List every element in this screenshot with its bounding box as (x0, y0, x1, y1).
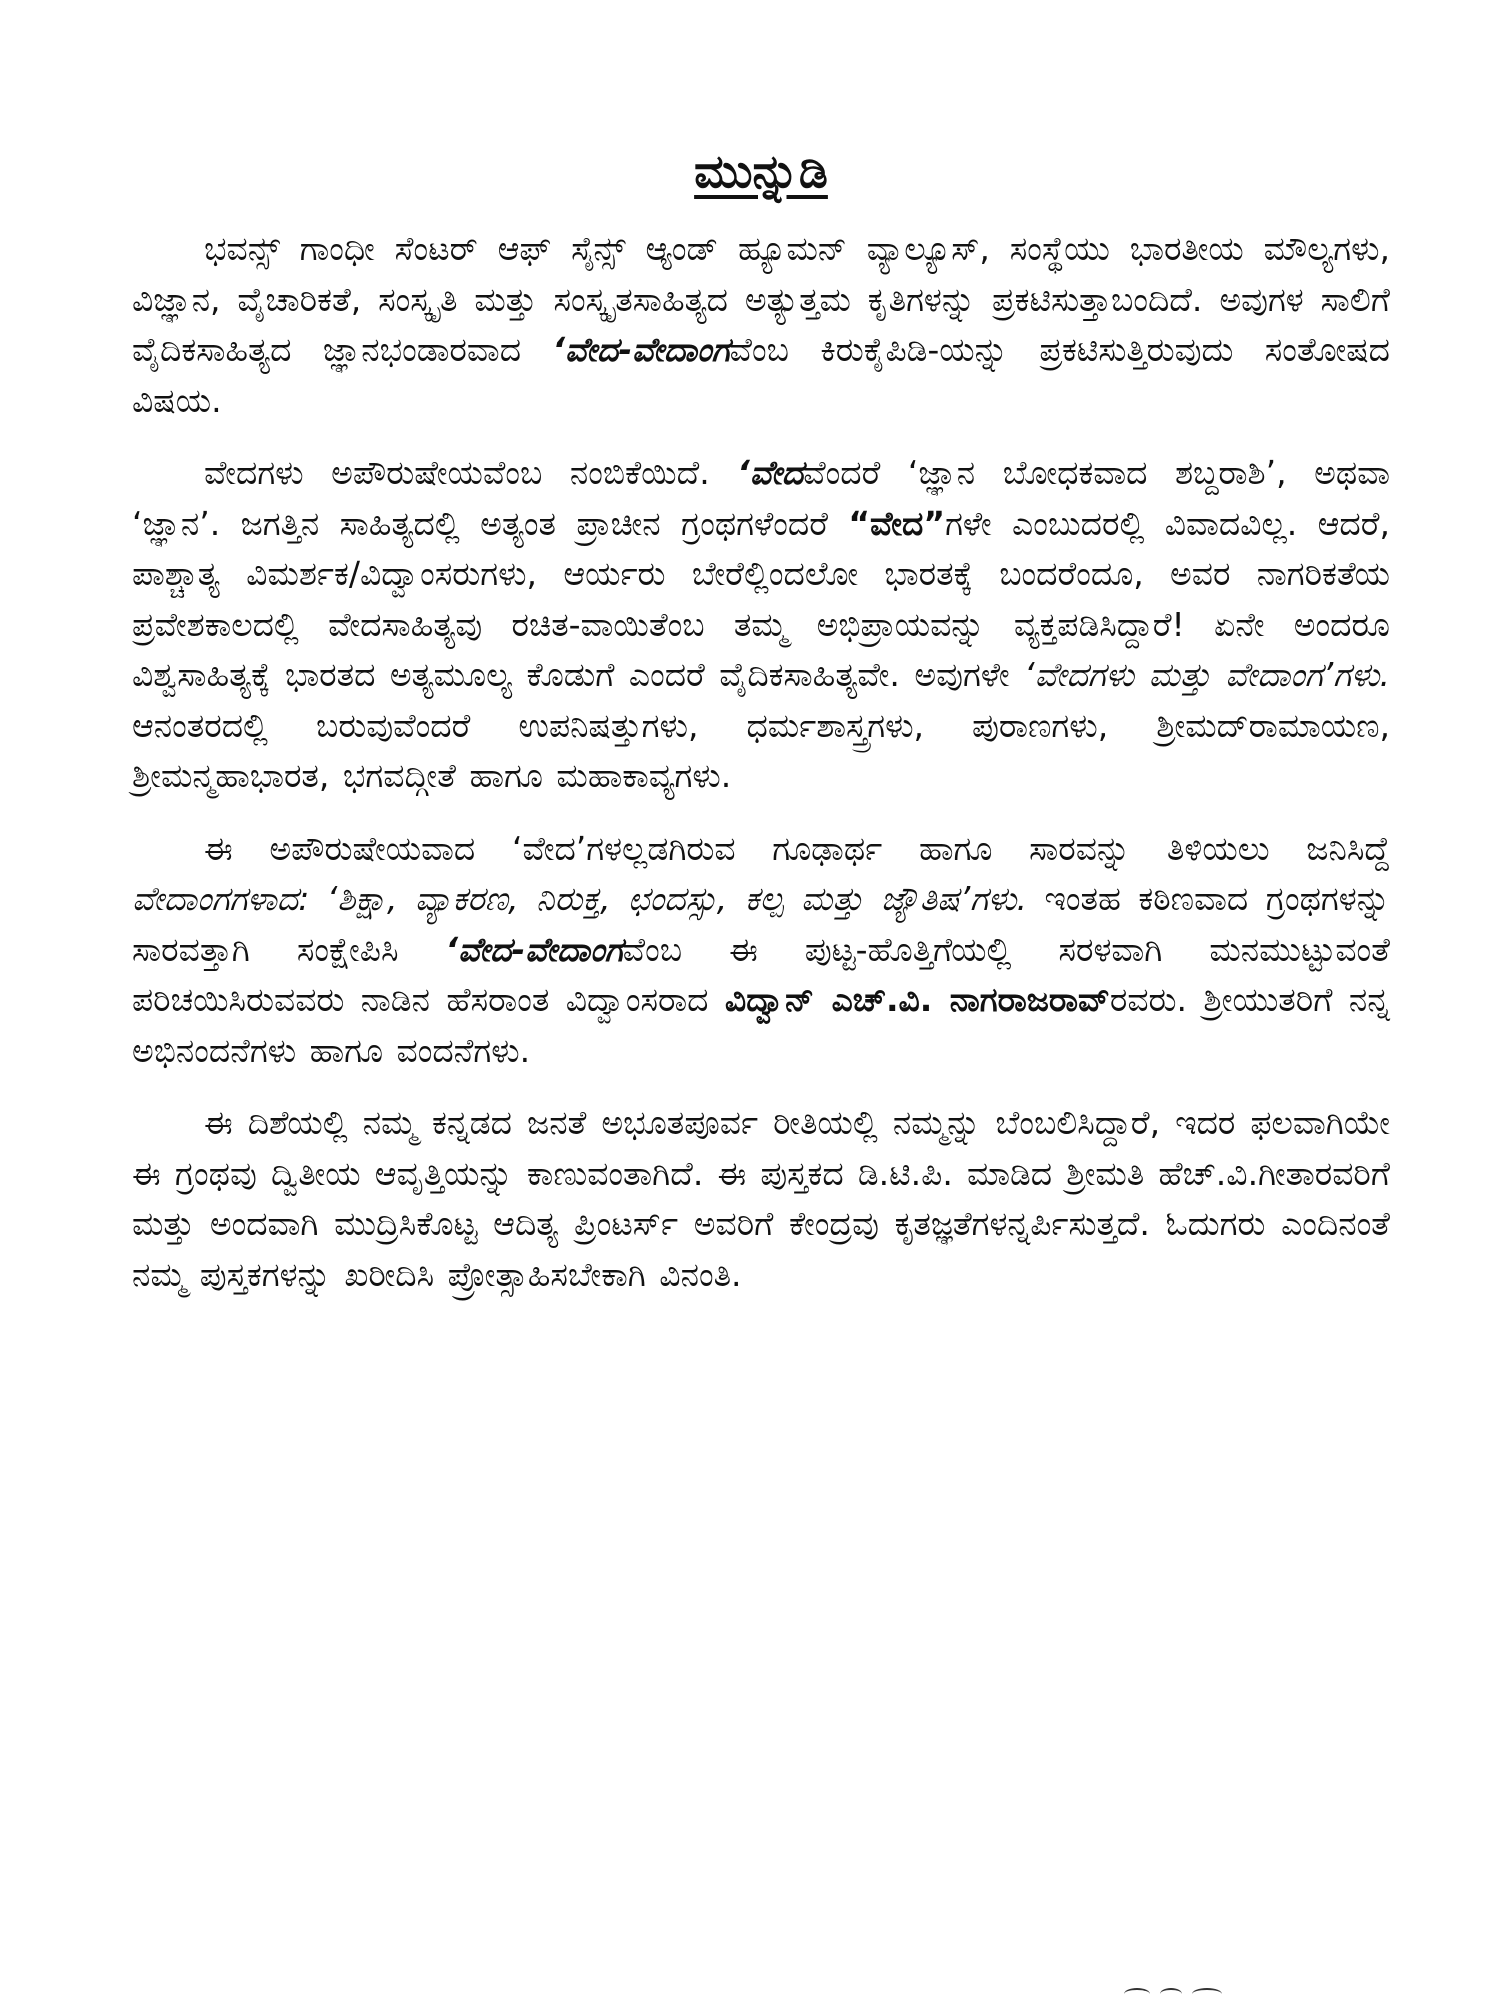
paragraph-3-bold-author: ವಿದ್ವಾನ್ ಎಚ್.ವಿ. ನಾಗರಾಜರಾವ್ (724, 980, 1110, 1019)
paragraph-1-text: ಭವನ್ಸ್ ಗಾಂಧೀ ಸೆಂಟರ್ ಆಫ್ ಸೈನ್ಸ್ ಆ್ಯಂಡ್ ಹ್ಯೂಮನ್ ವ್ಯಾಲ್ಯೂಸ್, ಸಂಸ್ಥೆಯು ಭಾರತೀಯ ಮೌಲ್ಯಗಳು, ವಿಜ್ಞಾನ, ವೈಚಾರಿಕತೆ, ಸಂಸ್ಕೃತಿ ಮತ್ತು ಸಂಸ್ಕೃತಸಾಹಿತ್ಯದ ಅತ್ಯುತ್ತಮ ಕೃತಿಗಳನ್ನು ಪ್ರಕಟಿಸುತ್ತಾಬಂದಿದೆ. ಅವುಗಳ ಸಾಲಿಗೆ ವೈದಿಕಸಾಹಿತ್ಯದ ಜ್ಞಾನಭಂಡಾರವಾದ (132, 229, 1390, 369)
page-title: ಮುನ್ನುಡಿ (694, 144, 828, 198)
paragraph-2-emphasis-veda: ‘ವೇದ (737, 453, 804, 492)
paragraph-4-text: ಈ ದಿಶೆಯಲ್ಲಿ ನಮ್ಮ ಕನ್ನಡದ ಜನತೆ ಅಭೂತಪೂರ್ವ ರೀತಿಯಲ್ಲಿ ನಮ್ಮನ್ನು ಬೆಂಬಲಿಸಿದ್ದಾರೆ, ಇದರ ಫಲವಾಗಿಯೇ ಈ ಗ್ರಂಥವು ದ್ವಿತೀಯ ಆವೃತ್ತಿಯನ್ನು ಕಾಣುವಂತಾಗಿದೆ. ಈ ಪುಸ್ತಕದ ಡಿ.ಟಿ.ಪಿ. ಮಾಡಿದ ಶ್ರೀಮತಿ ಹೆಚ್.ವಿ.ಗೀತಾರವರಿಗೆ ಮತ್ತು ಅಂದವಾಗಿ ಮುದ್ರಿಸಿಕೊಟ್ಟ ಆದಿತ್ಯ ಪ್ರಿಂಟರ್ಸ್ ಅವರಿಗೆ ಕೇಂದ್ರವು ಕೃತಜ್ಞತೆಗಳನ್ನರ್ಪಿಸುತ್ತದೆ. ಓದುಗರು ಎಂದಿನಂತೆ ನಮ್ಮ ಪುಸ್ತಕಗಳನ್ನು ಖರೀದಿಸಿ ಪ್ರೋತ್ಸಾಹಿಸಬೇಕಾಗಿ ವಿನಂತಿ. (132, 1103, 1390, 1294)
paragraph-2-text-mid: ವೆಂದರೆ ‘ಜ್ಞಾನ ಬೋಧಕವಾದ ಶಬ್ದರಾಶಿ’, ಅಥವಾ ‘ಜ್ಞಾನ’. ಜಗತ್ತಿನ ಸಾಹಿತ್ಯದಲ್ಲಿ ಅತ್ಯಂತ ಪ್ರಾಚೀನ ಗ್ರಂಥಗಳೆಂದರೆ (132, 453, 1390, 543)
paragraph-3 (132, 824, 1390, 1077)
signature-stroke (1192, 1988, 1222, 2000)
paragraph-2-italic-vedas: ‘ವೇದಗಳು ಮತ್ತು ವೇದಾಂಗ’ಗಳು. (1024, 655, 1390, 694)
signature-stroke (1160, 1988, 1182, 2000)
paragraph-3-text-mid2: ವೆಂಬ ಈ ಪುಟ್ಟ-ಹೊತ್ತಿಗೆಯಲ್ಲಿ ಸರಳವಾಗಿ ಮನಮುಟ್ಟುವಂತೆ ಪರಿಚಯಿಸಿರುವವರು ನಾಡಿನ ಹೆಸರಾಂತ ವಿದ್ವಾಂಸರಾದ (132, 929, 1390, 1019)
paragraph-2-text-long: ಗಳೇ ಎಂಬುದರಲ್ಲಿ ವಿವಾದವಿಲ್ಲ. ಆದರೆ, ಪಾಶ್ಚಾತ್ಯ ವಿಮರ್ಶಕ/ವಿದ್ವಾಂಸರುಗಳು, ಆರ್ಯರು ಬೇರೆಲ್ಲಿಂದಲೋ ಭಾರತಕ್ಕೆ ಬಂದರೆಂದೂ, ಅವರ ನಾಗರಿಕತೆಯ ಪ್ರವೇಶಕಾಲದಲ್ಲಿ ವೇದಸಾಹಿತ್ಯವು ರಚಿತ-ವಾಯಿತೆಂಬ ತಮ್ಮ ಅಭಿಪ್ರಾಯವನ್ನು ವ್ಯಕ್ತಪಡಿಸಿದ್ದಾರೆ! ಏನೇ ಅಂದರೂ ವಿಶ್ವಸಾಹಿತ್ಯಕ್ಕೆ ಭಾರತದ ಅತ್ಯಮೂಲ್ಯ ಕೊಡುಗೆ ಎಂದರೆ ವೈದಿಕಸಾಹಿತ್ಯವೇ. ಅವುಗಳೇ (132, 503, 1390, 694)
paragraph-2-text-end: ಆನಂತರದಲ್ಲಿ ಬರುವುವೆಂದರೆ ಉಪನಿಷತ್ತುಗಳು, ಧರ್ಮಶಾಸ್ತ್ರಗಳು, ಪುರಾಣಗಳು, ಶ್ರೀಮದ್‌ರಾಮಾಯಣ, ಶ್ರೀಮನ್ಮಹಾಭಾರತ, ಭಗವದ್ಗೀತೆ ಹಾಗೂ ಮಹಾಕಾವ್ಯಗಳು. (132, 705, 1390, 795)
signature-fragment (1120, 1982, 1240, 2000)
signature-stroke (1124, 1988, 1150, 2000)
paragraph-1-text-end: ವೆಂಬ ಕಿರುಕೈಪಿಡಿ-ಯನ್ನು ಪ್ರಕಟಿಸುತ್ತಿರುವುದು ಸಂತೋಷದ ವಿಷಯ. (132, 330, 1391, 420)
paragraph-3-italic-vedangas: ವೇದಾಂಗಗಳಾದ: ‘ಶಿಕ್ಷಾ, ವ್ಯಾಕರಣ, ನಿರುಕ್ತ, ಛಂದಸ್ಸು, ಕಲ್ಪ ಮತ್ತು ಜ್ಯೌತಿಷ’ಗಳು. (132, 879, 1027, 918)
paragraph-4 (132, 1098, 1390, 1300)
paragraph-3-text-end: ರವರು. ಶ್ರೀಯುತರಿಗೆ ನನ್ನ ಅಭಿನಂದನೆಗಳು ಹಾಗೂ ವಂದನೆಗಳು. (132, 980, 1390, 1070)
paragraph-3-text-mid: ಇಂತಹ ಕಠಿಣವಾದ ಗ್ರಂಥಗಳನ್ನು ಸಾರವತ್ತಾಗಿ ಸಂಕ್ಷೇಪಿಸಿ (132, 879, 1390, 969)
paragraph-2 (132, 448, 1390, 802)
paragraph-3-emphasis-veda-vedanga: ‘ವೇದ-ವೇದಾಂಗ (445, 929, 623, 969)
paragraph-1-emphasis-veda-vedanga: ‘ವೇದ-ವೇದಾಂಗ (552, 330, 730, 369)
document-page (132, 140, 1390, 1322)
paragraph-2-bold-veda: “ವೇದ” (848, 503, 946, 543)
paragraph-3-text: ಈ ಅಪೌರುಷೇಯವಾದ ‘ವೇದ’ಗಳಲ್ಲಡಗಿರುವ ಗೂಢಾರ್ಥ ಹಾಗೂ ಸಾರವನ್ನು ತಿಳಿಯಲು ಜನಿಸಿದ್ದೆ (204, 828, 1390, 868)
paragraph-2-text: ವೇದಗಳು ಅಪೌರುಷೇಯವೆಂಬ ನಂಬಿಕೆಯಿದೆ. (204, 453, 738, 492)
paragraph-1 (132, 224, 1390, 426)
